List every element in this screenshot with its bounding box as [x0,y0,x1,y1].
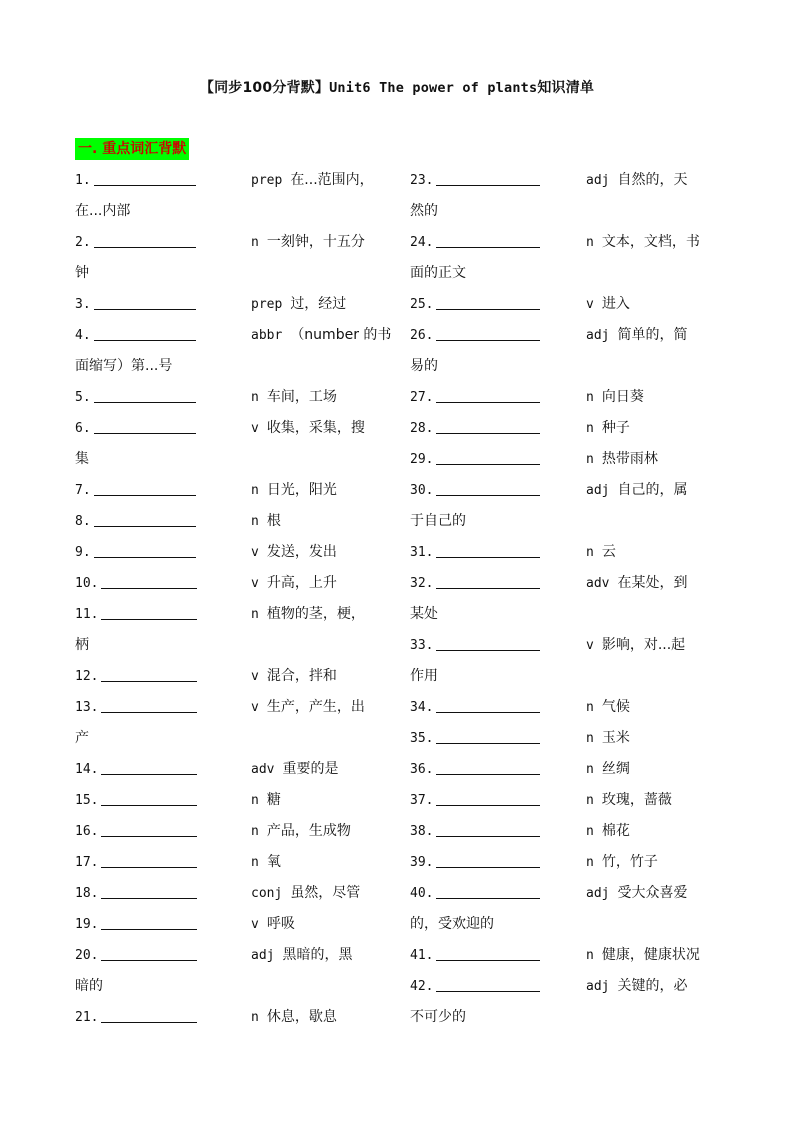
part-of-speech: n [586,390,594,405]
definition [251,847,281,878]
answer-blank[interactable] [101,853,197,868]
item-number: 18. [75,886,99,901]
item-number: 12. [75,669,99,684]
definition [251,878,360,909]
vocab-item [410,537,720,568]
item-number: 8. [75,514,91,529]
part-of-speech: adj [586,886,610,901]
definition [251,1002,337,1033]
answer-blank[interactable] [436,388,540,403]
vocab-item [410,754,720,785]
meaning: 文本，文档，书 [601,234,700,250]
definition [251,382,337,413]
item-number: 17. [75,855,99,870]
left-column [75,165,392,1033]
meaning-continuation: 易的 [410,358,438,374]
definition [586,940,700,971]
meaning: 车间，工场 [266,389,337,405]
part-of-speech: n [586,948,594,963]
answer-blank[interactable] [101,574,197,589]
vocab-item [410,444,720,475]
meaning: 根 [266,513,281,529]
meaning: 云 [601,544,616,560]
vocab-item [75,165,385,196]
part-of-speech: n [586,452,594,467]
part-of-speech: v [586,638,594,653]
part-of-speech: n [586,235,594,250]
definition [586,413,630,444]
item-number: 36. [410,762,434,777]
part-of-speech: n [586,762,594,777]
item-number: 4. [75,328,91,343]
meaning: 一刻钟，十五分 [266,234,365,250]
item-number: 23. [410,173,434,188]
part-of-speech: adj [251,948,275,963]
answer-blank[interactable] [436,884,540,899]
answer-blank[interactable] [101,760,197,775]
meaning-continuation: 在...内部 [75,203,131,219]
meaning-continuation: 产 [75,730,89,746]
item-number: 28. [410,421,434,436]
part-of-speech: v [586,297,594,312]
answer-blank[interactable] [101,1008,197,1023]
part-of-speech: v [251,421,259,436]
title-suffix: 知识清单 [537,80,595,96]
definition [251,413,365,444]
definition [586,165,687,196]
item-number: 20. [75,948,99,963]
answer-blank[interactable] [94,295,196,310]
part-of-speech: v [251,669,259,684]
part-of-speech: n [586,793,594,808]
item-number: 6. [75,421,91,436]
item-number: 7. [75,483,91,498]
answer-blank[interactable] [94,512,196,527]
vocab-item [75,320,392,351]
vocab-item [75,506,385,537]
answer-blank[interactable] [436,326,540,341]
item-number: 2. [75,235,91,250]
vocab-item [410,289,720,320]
vocab-item [75,1002,385,1033]
vocab-item [75,785,385,816]
definition [586,754,630,785]
meaning: 升高，上升 [266,575,337,591]
vocab-item [410,816,720,847]
part-of-speech: n [251,855,259,870]
item-number: 9. [75,545,91,560]
meaning: 混合，拌和 [266,668,337,684]
answer-blank[interactable] [436,171,540,186]
part-of-speech: prep [251,173,283,188]
meaning: 过，经过 [290,296,347,312]
vocab-item [410,940,720,971]
meaning: 自己的，属 [617,482,688,498]
vocab-item [410,971,720,1002]
meaning: 糖 [266,792,281,808]
item-number: 35. [410,731,434,746]
part-of-speech: n [251,1010,259,1025]
meaning: 关键的，必 [617,978,688,994]
item-number: 33. [410,638,434,653]
vocab-item [75,692,385,723]
meaning-continuation: 暗的 [75,978,103,994]
answer-blank[interactable] [101,667,197,682]
meaning-continuation: 然的 [410,203,438,219]
answer-blank[interactable] [101,791,197,806]
meaning-continuation: 钟 [75,265,89,281]
meaning: 影响，对...起 [601,637,686,653]
part-of-speech: v [251,917,259,932]
item-number: 13. [75,700,99,715]
definition [251,785,281,816]
answer-blank[interactable] [94,543,196,558]
part-of-speech: n [251,483,259,498]
vocab-item [75,661,385,692]
part-of-speech: adj [586,328,610,343]
part-of-speech: adj [586,483,610,498]
answer-blank[interactable] [436,450,540,465]
vocab-item [410,382,720,413]
vocab-item [75,754,385,785]
answer-blank[interactable] [436,822,540,837]
meaning: 竹，竹子 [601,854,658,870]
item-number: 34. [410,700,434,715]
part-of-speech: n [586,421,594,436]
meaning-continuation: 于自己的 [410,513,466,529]
item-number: 11. [75,607,99,622]
item-number: 41. [410,948,434,963]
definition [586,537,616,568]
meaning: 虽然，尽管 [290,885,361,901]
vocab-item [410,785,720,816]
item-number: 29. [410,452,434,467]
meaning-continuation: 某处 [410,606,438,622]
answer-blank[interactable] [94,326,196,341]
definition [251,320,391,351]
definition [251,227,365,258]
vocab-item [75,413,385,444]
part-of-speech: abbr [251,328,283,343]
vocab-item [410,878,720,909]
part-of-speech: n [251,390,259,405]
item-number: 15. [75,793,99,808]
answer-blank[interactable] [101,884,197,899]
meaning: 产品，生成物 [266,823,351,839]
definition [251,754,338,785]
definition [251,661,337,692]
definition [586,816,630,847]
meaning: 简单的，简 [617,327,688,343]
item-number: 38. [410,824,434,839]
meaning-continuation: 的，受欢迎的 [410,916,494,932]
part-of-speech: v [251,576,259,591]
item-number: 30. [410,483,434,498]
meaning-continuation: 不可少的 [410,1009,466,1025]
vocab-item [410,692,720,723]
meaning: 休息，歇息 [266,1009,337,1025]
vocab-item [75,599,385,630]
meaning-continuation: 柄 [75,637,89,653]
definition [586,692,630,723]
definition [586,289,630,320]
part-of-speech: n [251,235,259,250]
item-number: 21. [75,1010,99,1025]
definition [586,475,687,506]
answer-blank[interactable] [436,574,540,589]
answer-blank[interactable] [436,853,540,868]
vocab-item [410,165,720,196]
meaning: 热带雨林 [601,451,658,467]
part-of-speech: adj [586,979,610,994]
part-of-speech: v [251,545,259,560]
part-of-speech: adv [251,762,275,777]
definition [586,444,658,475]
item-number: 25. [410,297,434,312]
part-of-speech: n [586,545,594,560]
meaning: 日光，阳光 [266,482,337,498]
meaning: （number 的书 [290,327,392,343]
vocab-item [410,568,720,599]
part-of-speech: n [251,793,259,808]
item-number: 26. [410,328,434,343]
vocab-item [75,289,385,320]
answer-blank[interactable] [101,822,197,837]
definition [251,475,337,506]
meaning: 氧 [266,854,281,870]
meaning: 自然的，天 [617,172,688,188]
answer-blank[interactable] [436,946,540,961]
vocab-item [410,723,720,754]
part-of-speech: n [251,824,259,839]
definition [251,289,346,320]
meaning: 气候 [601,699,630,715]
definition [251,816,351,847]
definition [251,506,281,537]
vocab-item [75,382,385,413]
vocab-item [75,878,385,909]
answer-blank[interactable] [436,977,540,992]
definition [586,723,630,754]
meaning: 种子 [601,420,630,436]
definition [251,165,374,196]
meaning: 重要的是 [282,761,339,777]
vocab-item [75,909,385,940]
vocab-item [75,227,385,258]
item-number: 24. [410,235,434,250]
definition [251,537,337,568]
definition [586,568,687,599]
definition [586,971,687,1002]
definition [586,785,672,816]
part-of-speech: n [251,514,259,529]
answer-blank[interactable] [101,698,197,713]
definition [586,320,687,351]
answer-blank[interactable] [436,636,540,651]
item-number: 10. [75,576,99,591]
item-number: 3. [75,297,91,312]
answer-blank[interactable] [94,481,196,496]
meaning: 呼吸 [266,916,295,932]
meaning: 植物的茎，梗， [266,606,365,622]
answer-blank[interactable] [436,543,540,558]
answer-blank[interactable] [436,419,540,434]
definition [251,568,337,599]
definition [251,940,352,971]
vocab-item [410,413,720,444]
title-unit: Unit6 The power of plants [329,80,538,96]
answer-blank[interactable] [94,233,196,248]
meaning-continuation: 面缩写）第...号 [75,358,173,374]
meaning: 棉花 [601,823,630,839]
answer-blank[interactable] [436,791,540,806]
definition [586,227,700,258]
definition [251,909,295,940]
item-number: 39. [410,855,434,870]
definition [251,599,365,630]
answer-blank[interactable] [436,233,540,248]
answer-blank[interactable] [101,946,197,961]
section-heading: 一. 重点词汇背默 [75,138,189,160]
vocab-item [410,847,720,878]
meaning-continuation: 集 [75,451,89,467]
item-number: 14. [75,762,99,777]
item-number: 1. [75,173,91,188]
item-number: 27. [410,390,434,405]
meaning: 在某处，到 [617,575,688,591]
definition [586,878,687,909]
vocab-item [75,537,385,568]
meaning: 玉米 [601,730,630,746]
title-prefix: 【同步100分背默】 [199,80,330,96]
vocab-item [410,630,720,661]
part-of-speech: adj [586,173,610,188]
vocab-item [75,816,385,847]
part-of-speech: n [586,855,594,870]
vocab-item [410,320,720,351]
answer-blank[interactable] [436,729,540,744]
item-number: 16. [75,824,99,839]
vocab-item [75,847,385,878]
part-of-speech: conj [251,886,283,901]
item-number: 32. [410,576,434,591]
answer-blank[interactable] [436,760,540,775]
answer-blank[interactable] [101,605,197,620]
meaning: 受大众喜爱 [617,885,688,901]
meaning: 丝绸 [601,761,630,777]
meaning: 向日葵 [601,389,644,405]
answer-blank[interactable] [94,388,196,403]
definition [251,692,365,723]
item-number: 19. [75,917,99,932]
answer-blank[interactable] [94,171,196,186]
definition [586,630,685,661]
meaning: 生产，产生，出 [266,699,365,715]
page-title [0,77,794,97]
answer-blank[interactable] [94,419,196,434]
item-number: 42. [410,979,434,994]
meaning: 发送，发出 [266,544,337,560]
definition [586,847,658,878]
part-of-speech: adv [586,576,610,591]
answer-blank[interactable] [436,481,540,496]
vocab-item [75,940,385,971]
right-column [410,165,720,1033]
part-of-speech: n [586,731,594,746]
definition [586,382,644,413]
item-number: 40. [410,886,434,901]
answer-blank[interactable] [101,915,197,930]
meaning-continuation: 作用 [410,668,438,684]
vocab-item [75,568,385,599]
meaning: 黑暗的，黑 [282,947,353,963]
meaning-continuation: 面的正文 [410,265,466,281]
meaning: 健康，健康状况 [601,947,700,963]
part-of-speech: n [251,607,259,622]
answer-blank[interactable] [436,698,540,713]
part-of-speech: v [251,700,259,715]
part-of-speech: prep [251,297,283,312]
part-of-speech: n [586,700,594,715]
meaning: 在...范围内， [290,172,374,188]
vocab-item [410,227,720,258]
item-number: 31. [410,545,434,560]
vocab-item [410,475,720,506]
meaning: 收集，采集，搜 [266,420,365,436]
item-number: 5. [75,390,91,405]
answer-blank[interactable] [436,295,540,310]
item-number: 37. [410,793,434,808]
vocab-item [75,475,385,506]
meaning: 进入 [601,296,630,312]
part-of-speech: n [586,824,594,839]
meaning: 玫瑰，蔷薇 [601,792,672,808]
